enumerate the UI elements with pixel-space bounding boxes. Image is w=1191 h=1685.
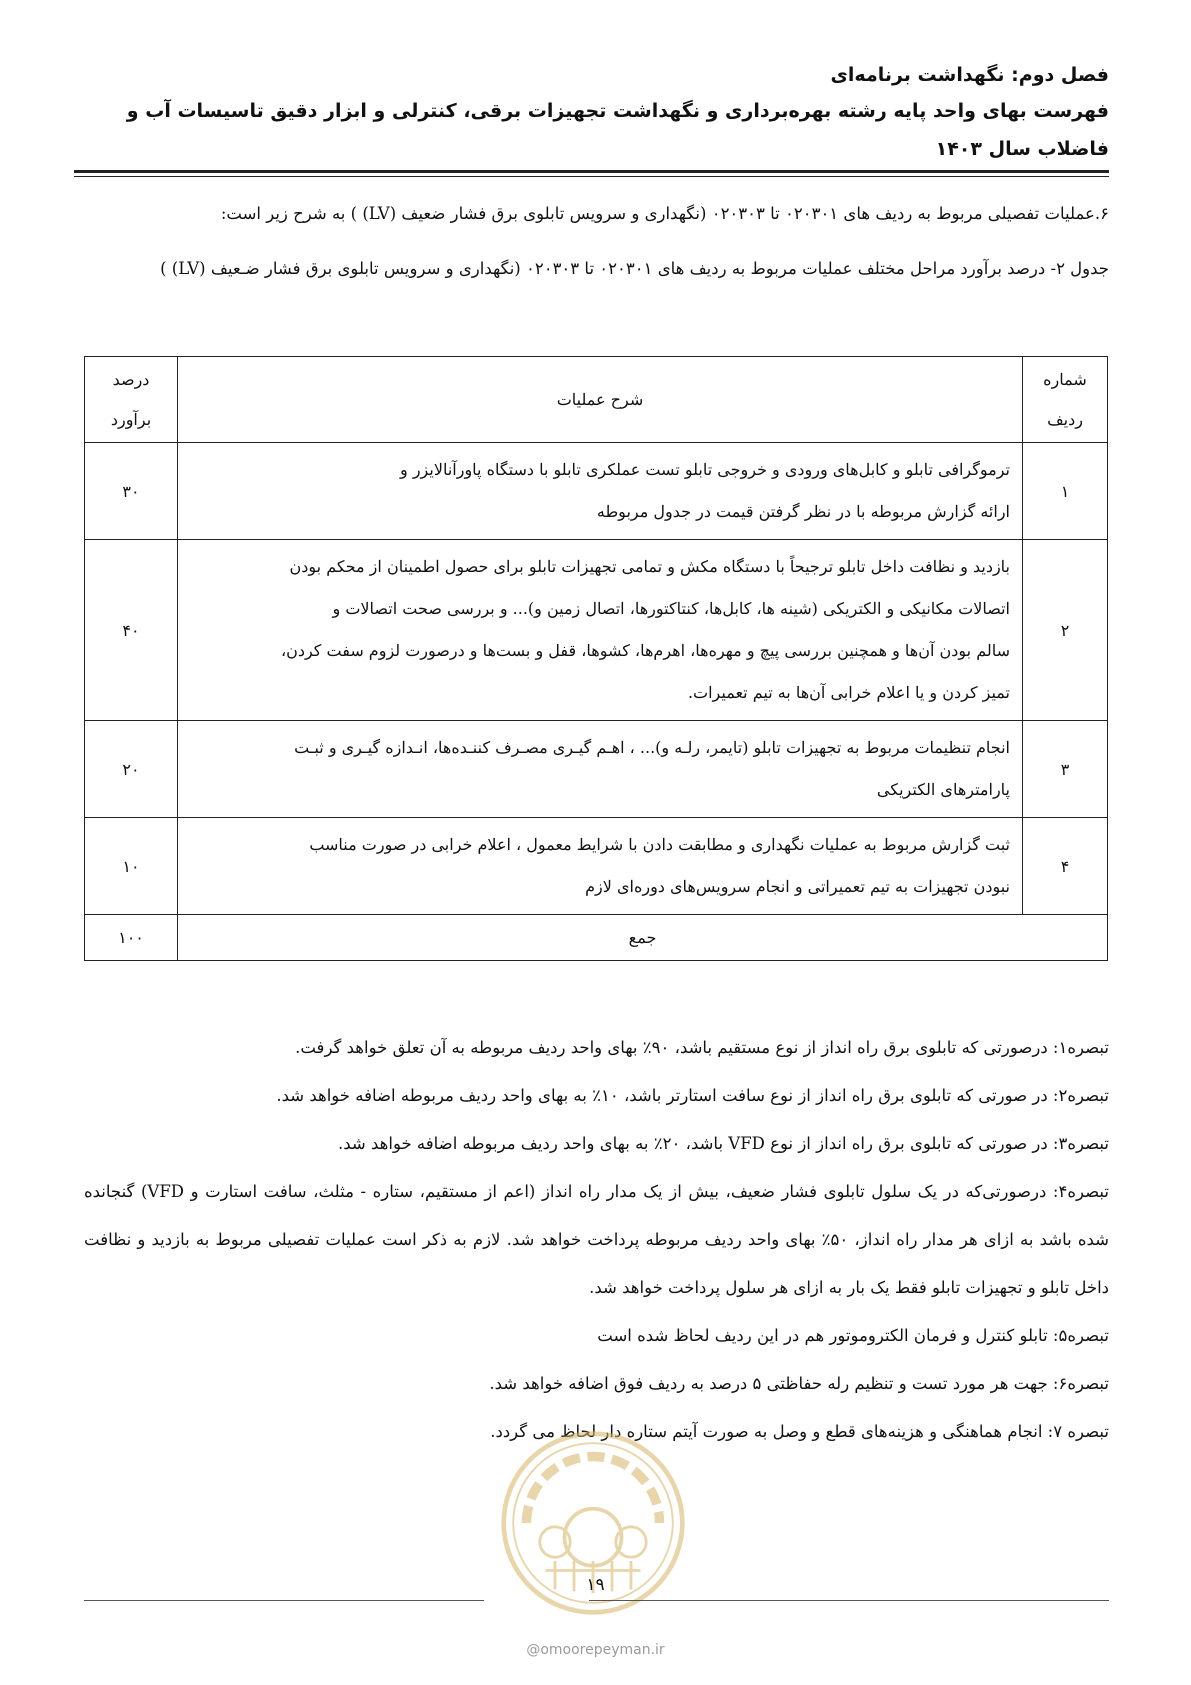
row-description: ثبت گزارش مربوط به عملیات نگهداری و مطابقت دادن با شرایط معمول ، اعلام خرابی در صورت مناسب نبودن تجهیزات به تیم تعمیراتی و انجام سرویس‌های دوره‌ای لازم: [178, 818, 1023, 915]
table-header-row: [85, 357, 1108, 443]
footer-divider-right: [589, 1600, 1109, 1601]
total-label: جمع: [178, 915, 1108, 961]
note-item: تبصره۲: در صورتی که تابلوی برق راه انداز از نوع سافت استارتر باشد، ۱۰٪ به بهای واحد ردیف مربوطه اضافه خواهد شد.: [276, 1086, 1109, 1105]
table-row: [85, 540, 1108, 721]
note-item: تبصره۳: در صورتی که تابلوی برق راه انداز از نوع VFD باشد، ۲۰٪ به بهای واحد ردیف مربوطه اضافه خواهد شد.: [338, 1134, 1109, 1153]
page-header: [74, 60, 1109, 168]
header-description: شرح عملیات: [178, 357, 1023, 443]
row-percent: ۳۰: [85, 443, 178, 540]
total-value: ۱۰۰: [85, 915, 178, 961]
operations-table: [84, 356, 1108, 961]
footer-divider-left: [84, 1600, 484, 1601]
row-percent: ۲۰: [85, 721, 178, 818]
table-total-row: [85, 915, 1108, 961]
table-row: [85, 721, 1108, 818]
row-number: ۳: [1023, 721, 1108, 818]
page-number: ۱۹: [586, 1575, 605, 1595]
intro-paragraph: ۶.عملیات تفصیلی مربوط به ردیف های ۰۲۰۳۰۱ تا ۰۲۰۳۰۳ (نگهداری و سرویس تابلوی برق فشار ضعیف (LV) ) به شرح زیر است:: [220, 204, 1109, 223]
intro-section: [84, 204, 1109, 290]
row-number: ۲: [1023, 540, 1108, 721]
note-item: تبصره ۷: انجام هماهنگی و هزینه‌های قطع و وصل به صورت آیتم ستاره دار لحاظ می گردد.: [490, 1422, 1109, 1441]
chapter-title: فصل دوم: نگهداشت برنامه‌ای: [830, 64, 1109, 86]
header-divider-thin: [74, 176, 1109, 177]
row-percent: ۴۰: [85, 540, 178, 721]
row-percent: ۱۰: [85, 818, 178, 915]
header-percent: درصد برآورد: [85, 357, 178, 443]
row-description: بازدید و نظافت داخل تابلو ترجیحاً با دستگاه مکش و تمامی تجهیزات تابلو برای حصول اطمینان از محکم بودن اتصالات مکانیکی و الکتریکی (شینه ها، کابل‌ها، کنتاکتورها، اتصال زمین و)... و بررسی صحت اتصالات و سالم بودن آن‌ها و همچنین بررسی پیچ و مهره‌ها، اهرم‌ها، کشوها، قفل و بست‌ها و درصورت لزوم سفت کردن، تمیز کردن و یا اعلام خرابی آن‌ها به تیم تعمیرات.: [178, 540, 1023, 721]
notes-section: [84, 1024, 1109, 1456]
note-item: تبصره۶: جهت هر مورد تست و تنظیم رله حفاظتی ۵ درصد به ردیف فوق اضافه خواهد شد.: [489, 1374, 1109, 1393]
document-title: فهرست بهای واحد پایه رشته بهره‌برداری و نگهداشت تجهیزات برقی، کنترلی و ابزار دقیق تاسیسات آب و فاضلاب سال ۱۴۰۳: [126, 100, 1109, 160]
note-item: تبصره۱: درصورتی که تابلوی برق راه انداز از نوع مستقیم باشد، ۹۰٪ بهای واحد ردیف مربوطه به آن تعلق خواهد گرفت.: [295, 1038, 1109, 1057]
header-row-number: شماره ردیف: [1023, 357, 1108, 443]
row-description: انجام تنظیمات مربوط به تجهیزات تابلو (تایمر، رلـه و)... ، اهـم گیـری مصـرف کننـده‌ها، انـدازه گیـری و ثبـت پارامترهای الکتریکی: [178, 721, 1023, 818]
row-number: ۴: [1023, 818, 1108, 915]
table-row: [85, 818, 1108, 915]
table-row: [85, 443, 1108, 540]
row-number: ۱: [1023, 443, 1108, 540]
note-item: تبصره۴: درصورتی‌که در یک سلول تابلوی فشار ضعیف، بیش از یک مدار راه انداز (اعم از مستقیم، ستاره - مثلث، سافت استارت و VFD) گنجانده شده باشد به ازای هر مدار راه انداز، ۵۰٪ بهای واحد ردیف مربوطه پرداخت خواهد شد. لازم به ذکر است عملیات تفصیلی مربوط به بازدید و نظافت داخل تابلو و تجهیزات تابلو فقط یک بار به ازای هر سلول پرداخت خواهد شد.: [84, 1182, 1109, 1297]
table-caption: جدول ۲- درصد برآورد مراحل مختلف عملیات مربوط به ردیف های ۰۲۰۳۰۱ تا ۰۲۰۳۰۳ (نگهداری و سرویس تابلوی برق فشار ضـعیف (LV) ): [160, 259, 1109, 278]
header-divider-thick: [74, 170, 1109, 173]
footer-watermark: @omoorepeyman.ir: [526, 1642, 665, 1658]
row-description: ترموگرافی تابلو و کابل‌های ورودی و خروجی تابلو تست عملکری تابلو با دستگاه پاورآنالایزر و ارائه گزارش مربوطه با در نظر گرفتن قیمت در جدول مربوطه: [178, 443, 1023, 540]
note-item: تبصره۵: تابلو کنترل و فرمان الکتروموتور هم در این ردیف لحاظ شده است: [597, 1326, 1109, 1345]
